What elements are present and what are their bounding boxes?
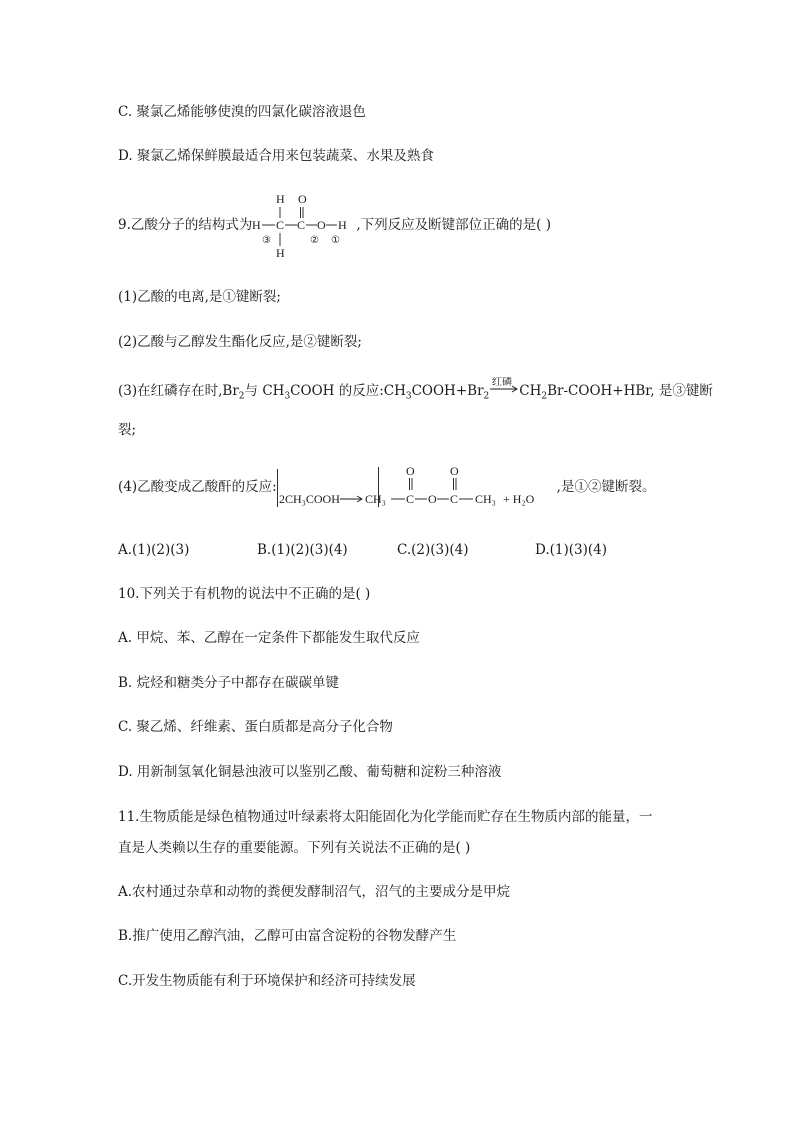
q9-choice-b: B.(1)(2)(3)(4)	[257, 542, 348, 558]
q8-option-c: C. 聚氯乙烯能够使溴的四氯化碳溶液退色	[118, 104, 366, 120]
q9-statement-4: (4)乙酸变成乙酸酐的反应: 2CH₃COOH CH₃ C O O C O CH₃ + H₂O ,是①②键断裂。	[118, 462, 655, 512]
q10-option-d: D. 用新制氢氧化铜悬浊液可以鉴别乙酸、葡萄糖和淀粉三种溶液	[118, 764, 502, 780]
q11-stem-line-1: 11.生物质能是绿色植物通过叶绿素将太阳能固化为化学能而贮存在生物质内部的能量，一	[118, 809, 653, 825]
q9-stem-prefix: 9.乙酸分子的结构式为	[118, 217, 253, 233]
q10-option-c: C. 聚乙烯、纤维素、蛋白质都是高分子化合物	[118, 719, 393, 735]
q9-choice-c: C.(2)(3)(4)	[397, 542, 469, 558]
q11-option-c: C.开发生物质能有利于环境保护和经济可持续发展	[118, 973, 416, 989]
anhydride-equation	[277, 463, 557, 513]
eq-c1: C	[405, 491, 414, 506]
q10-option-b: B. 烷烃和糖类分子中都存在碳碳单键	[118, 675, 340, 691]
q11-option-b: B.推广使用乙醇汽油，乙醇可由富含淀粉的谷物发酵产生	[118, 928, 457, 944]
eq-c2: C	[449, 491, 458, 506]
q9-statement-3: (3)在红磷存在时$,Br_2$与 $CH_3COOH$ 的反应$:CH_3COOH+Br_2$ 红磷 $CH_2Br-COOH+HBr$, 是③键断	[118, 377, 713, 402]
eq-o-top-2: O	[449, 463, 459, 478]
struct-h-left: H	[252, 217, 262, 232]
eq-o-mid: O	[427, 491, 437, 506]
struct-h-right: H	[338, 217, 348, 232]
q8-option-d: D. 聚氯乙烯保鲜膜最适合用来包装蔬菜、水果及熟食	[118, 148, 434, 164]
q10-option-a: A. 甲烷、苯、乙醇在一定条件下都能发生取代反应	[118, 630, 420, 646]
struct-h-bottom: H	[276, 245, 286, 260]
q9-choice-d: D.(1)(3)(4)	[535, 542, 608, 558]
struct-o-top: O	[298, 191, 308, 206]
q9-statement-2: (2)乙酸与乙醇发生酯化反应,是②键断裂;	[118, 334, 362, 350]
acetic-acid-structure	[252, 191, 356, 261]
q11-stem-line-2: 直是人类赖以生存的重要能源。下列有关说法不正确的是( )	[118, 840, 471, 856]
eq-o-top-1: O	[405, 463, 415, 478]
struct-c1: C	[276, 217, 285, 232]
catalyst-arrow	[489, 377, 519, 397]
eq-ch3-right: CH₃	[474, 491, 496, 506]
bond-label-1: ①	[331, 234, 341, 246]
q9-choice-a: A.(1)(2)(3)	[118, 542, 190, 558]
catalyst-label: 红磷	[492, 377, 513, 388]
q9-statement-3-cont: 裂;	[118, 422, 137, 438]
struct-c2: C	[297, 217, 306, 232]
bond-label-3: ③	[262, 234, 272, 246]
q10-stem: 10.下列关于有机物的说法中不正确的是( )	[118, 586, 371, 602]
eq-ch3-left: CH₃	[364, 491, 386, 506]
struct-o-right: O	[317, 217, 327, 232]
q9-stem	[118, 190, 551, 260]
q9-stem-suffix: ,下列反应及断键部位正确的是( )	[356, 217, 552, 233]
struct-h-top: H	[276, 191, 286, 206]
bond-label-2: ②	[310, 234, 320, 246]
q9-statement-1: (1)乙酸的电离,是①键断裂;	[118, 289, 281, 305]
eq-plus-water: + H₂O	[502, 491, 534, 506]
q11-option-a: A.农村通过杂草和动物的粪便发酵制沼气，沼气的主要成分是甲烷	[118, 884, 511, 900]
eq-lhs: 2CH₃COOH	[278, 491, 340, 506]
